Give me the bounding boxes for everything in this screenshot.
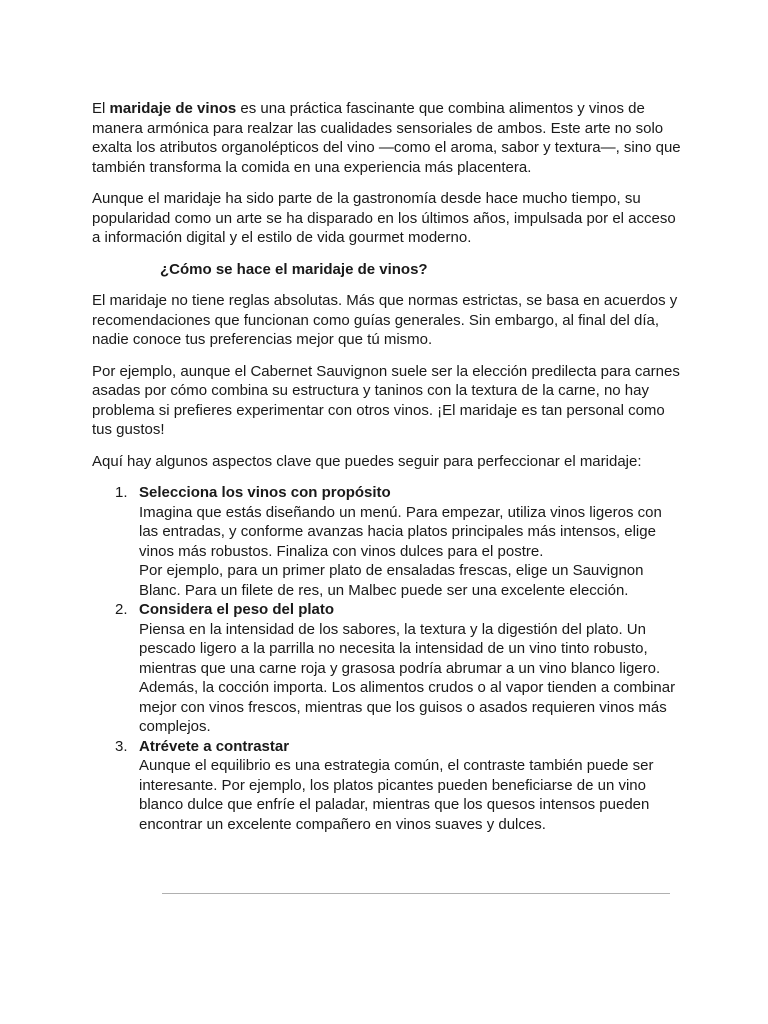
list-item-title: Atrévete a contrastar xyxy=(139,737,290,755)
list-item-title: Selecciona los vinos con propósito xyxy=(139,484,391,501)
list-item xyxy=(92,600,682,737)
list-item-number: 1. xyxy=(115,484,128,501)
intro-bold-term: maridaje de vinos xyxy=(109,100,237,117)
list-item-text: Aunque el equilibrio es una estrategia común, el contraste también puede ser interesante. Por ejemplo, los platos picantes pueden beneficiarse de un vino blanco dulce que enfríe el paladar, mientras que los quesos intensos pueden encontrar un excelente compañero en vinos suaves y dulces. xyxy=(139,757,654,833)
list-item-text: Imagina que estás diseñando un menú. Para empezar, utiliza vinos ligeros con las entradas, y conforme avanzas hacia platos principales más intensos, elige vinos más robustos. Finaliza con vinos dulces para el postre. xyxy=(139,503,662,560)
list-item xyxy=(92,737,682,835)
section-paragraph-2: Por ejemplo, aunque el Cabernet Sauvignon suele ser la elección predilecta para carnes asadas por cómo combina su estructura y taninos con la textura de la carne, no hay problema si prefieres experimentar con otros vinos. ¡El maridaje es tan personal como tus gustos! xyxy=(92,362,680,438)
list-item-title: Considera el peso del plato xyxy=(139,601,335,618)
aspects-list xyxy=(92,483,682,834)
list-item xyxy=(92,483,682,600)
list-item-number: 3. xyxy=(115,737,128,755)
intro-rest-text: es una práctica fascinante que combina alimentos y vinos de manera armónica para realzar las cualidades sensoriales de ambos. Este arte no solo exalta los atributos organolépticos del vino —como el aroma, sabor y textura—, sino que también transforma la comida en una experiencia más placentera. xyxy=(92,100,681,176)
list-item-text: Por ejemplo, para un primer plato de ensaladas frescas, elige un Sauvignon Blanc. Para un filete de res, un Malbec puede ser una excelente elección. xyxy=(139,562,644,599)
section-heading: ¿Cómo se hace el maridaje de vinos? xyxy=(160,260,428,278)
intro-lead-text: El xyxy=(92,100,110,117)
section-paragraph-3: Aquí hay algunos aspectos clave que puedes seguir para perfeccionar el maridaje: xyxy=(92,452,642,470)
list-item-number: 2. xyxy=(115,601,128,618)
intro-paragraph-2: Aunque el maridaje ha sido parte de la gastronomía desde hace mucho tiempo, su popularidad como un arte se ha disparado en los últimos años, impulsada por el acceso a información digital y el estilo de vida gourmet moderno. xyxy=(92,190,676,246)
list-item-text: Piensa en la intensidad de los sabores, la textura y la digestión del plato. Un pescado ligero a la parrilla no necesita la intensidad de un vino tinto robusto, mientras que una carne roja y grasosa podría abrumar a un vino blanco ligero. xyxy=(139,620,661,677)
footnote-divider xyxy=(162,893,670,894)
document-body xyxy=(92,99,682,834)
list-item-text: Además, la cocción importa. Los alimentos crudos o al vapor tienden a combinar mejor con vinos frescos, mientras que los guisos o asados requieren vinos más complejos. xyxy=(139,679,676,735)
intro-paragraph-1 xyxy=(92,99,682,177)
section-paragraph-1: El maridaje no tiene reglas absolutas. Más que normas estrictas, se basa en acuerdos y recomendaciones que funcionan como guías generales. Sin embargo, al final del día, nadie conoce tus preferencias mejor que tú mismo. xyxy=(92,292,678,348)
